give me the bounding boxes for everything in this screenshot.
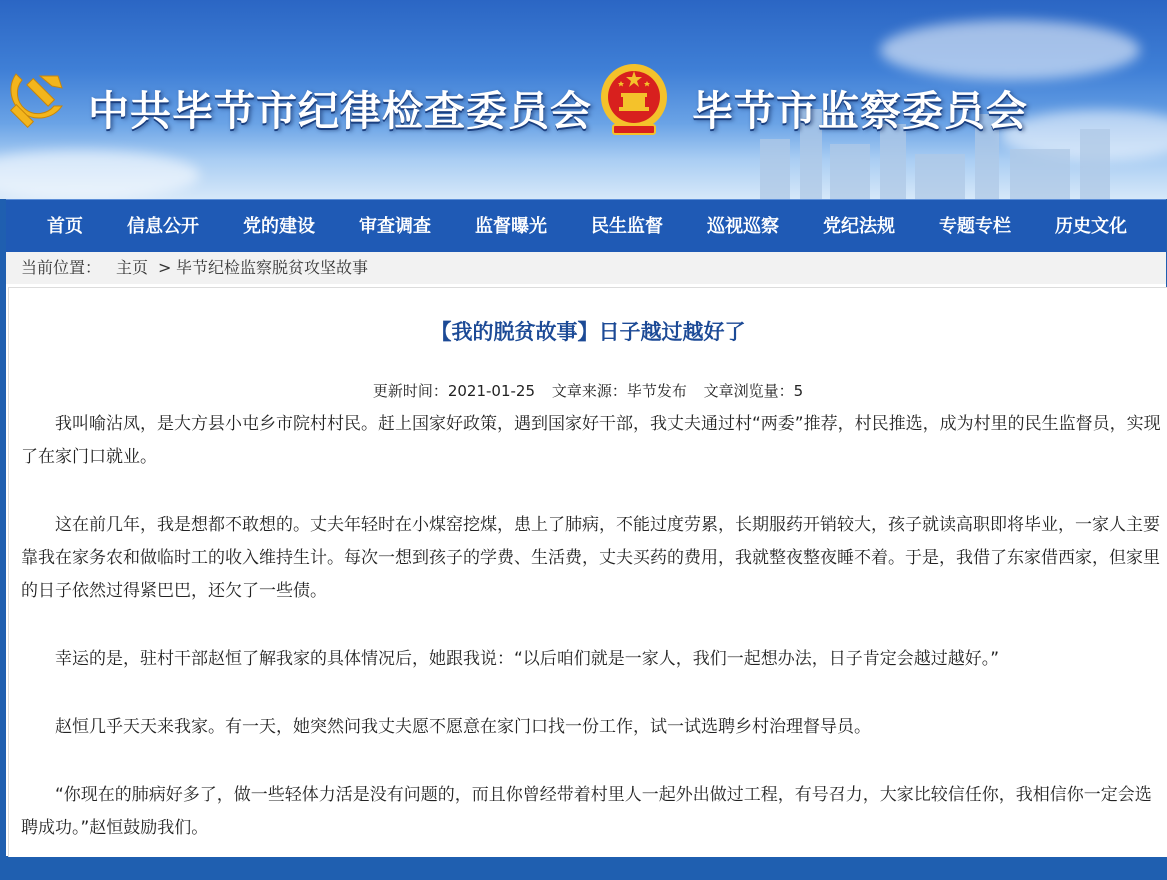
- nav-item-review[interactable]: 审查调查: [359, 216, 431, 237]
- nav-item-inspection[interactable]: 巡视巡察: [707, 216, 779, 237]
- banner-cloud: [0, 150, 200, 199]
- banner-building: [915, 154, 965, 199]
- article-meta: [9, 380, 1167, 401]
- nav-item-history[interactable]: 历史文化: [1055, 216, 1127, 237]
- banner-building: [760, 139, 790, 199]
- banner-building: [1080, 129, 1110, 199]
- article-views: 文章浏览量：5: [703, 382, 804, 400]
- article-paragraph: “你现在的肺病好多了，做一些轻体力活是没有问题的，而且你曾经带着村里人一起外出做过工程，有号召力，大家比较信任你，我相信你一定会选聘成功。”赵恒鼓励我们。: [21, 785, 1152, 838]
- article-paragraph: 赵恒几乎天天来我家。有一天，她突然问我丈夫愿不愿意在家门口找一份工作，试一试选聘乡村治理督导员。: [55, 717, 871, 737]
- header-banner: [0, 0, 1167, 199]
- nav-item-home[interactable]: 首页: [47, 216, 83, 237]
- breadcrumb-home-link[interactable]: 主页: [116, 258, 149, 277]
- main-nav: [6, 199, 1166, 253]
- breadcrumb: [6, 252, 1166, 284]
- nav-item-regulations[interactable]: 党纪法规: [823, 216, 895, 237]
- nav-item-livelihood[interactable]: 民生监督: [591, 216, 663, 237]
- banner-building: [830, 144, 870, 199]
- article-updated: 更新时间：2021-01-25: [372, 382, 536, 400]
- article-container: [8, 287, 1167, 857]
- nav-item-exposure[interactable]: 监督曝光: [475, 216, 547, 237]
- header-right-title: 毕节市监察委员会: [692, 87, 1028, 135]
- breadcrumb-separator: >: [158, 258, 172, 277]
- page-frame: [6, 199, 1166, 856]
- article-paragraph: 这在前几年，我是想都不敢想的。丈夫年轻时在小煤窑挖煤，患上了肺病，不能过度劳累，长期服药开销较大，孩子就读高职即将毕业，一家人主要靠我在家务农和做临时工的收入维持生计。每次一想到孩子的学费、生活费，丈夫买药的费用，我就整夜整夜睡不着。于是，我借了东家借西家，但家里的日子依然过得紧巴巴，还欠了一些债。: [21, 515, 1160, 601]
- article-body: [21, 408, 1161, 880]
- nav-item-topics[interactable]: 专题专栏: [939, 216, 1011, 237]
- breadcrumb-prefix: 当前位置：: [21, 258, 102, 277]
- national-emblem-icon: [599, 61, 669, 137]
- nav-item-info[interactable]: 信息公开: [127, 216, 199, 237]
- article-title: 【我的脱贫故事】日子越过越好了: [430, 320, 746, 344]
- article-paragraph: 幸运的是，驻村干部赵恒了解我家的具体情况后，她跟我说：“以后咱们就是一家人，我们一起想办法，日子肯定会越过越好。”: [55, 649, 1000, 669]
- nav-item-party[interactable]: 党的建设: [243, 216, 315, 237]
- header-left-title: 中共毕节市纪律检查委员会: [88, 87, 592, 135]
- banner-building: [1010, 149, 1070, 199]
- banner-cloud: [880, 20, 1140, 80]
- article-source: 文章来源：毕节发布: [551, 382, 687, 400]
- party-emblem-icon: [2, 66, 70, 134]
- article-paragraph: 我叫喻沾凤，是大方县小屯乡市院村村民。赶上国家好政策，遇到国家好干部，我丈夫通过村“两委”推荐，村民推选，成为村里的民生监督员，实现了在家门口就业。: [21, 414, 1161, 467]
- breadcrumb-current-link[interactable]: 毕节纪检监察脱贫攻坚故事: [176, 258, 369, 277]
